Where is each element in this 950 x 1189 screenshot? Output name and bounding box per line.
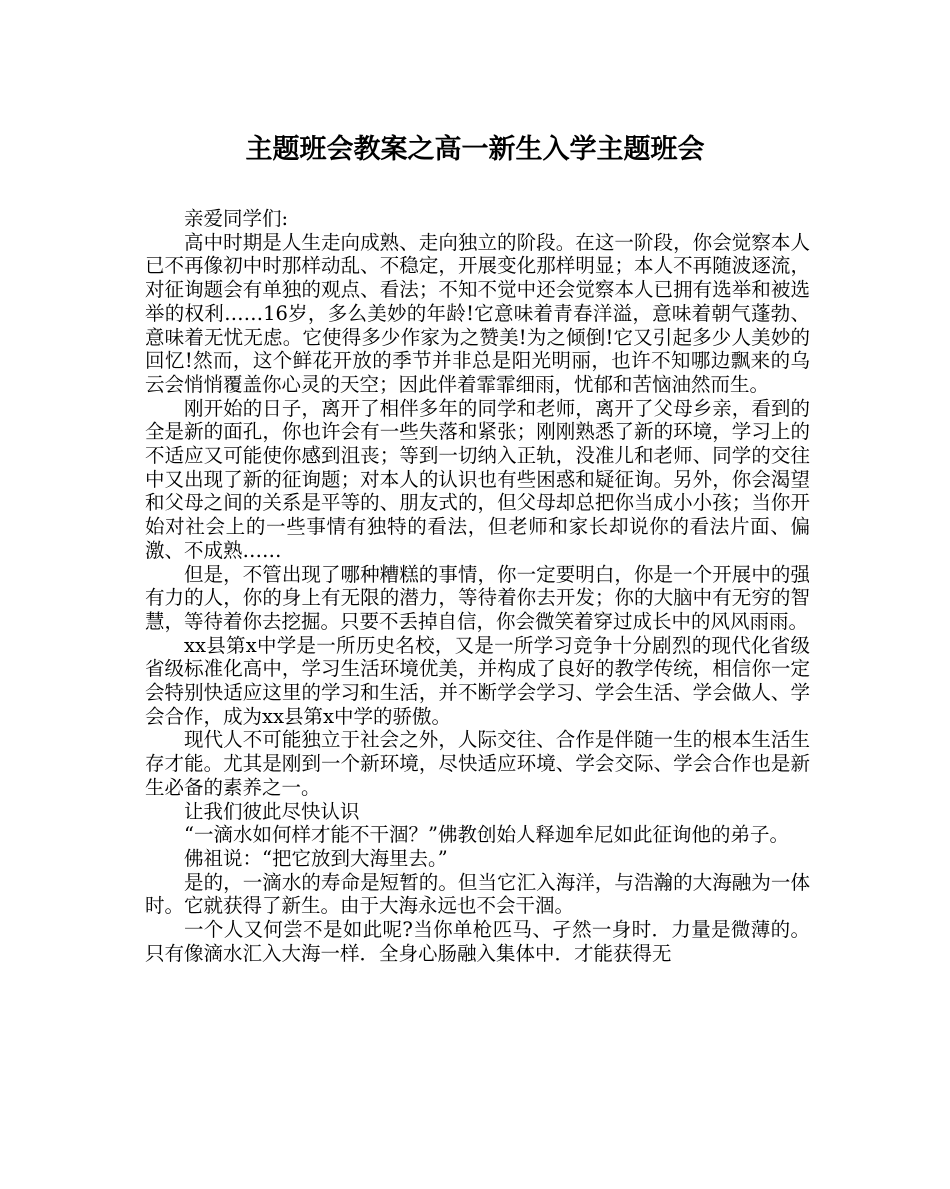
- paragraph: 一个人又何尝不是如此呢?当你单枪匹马、孑然一身时．力量是微薄的。只有像滴水汇入大海一样．全身心肠融入集体中．才能获得无: [145, 918, 810, 965]
- paragraph: 佛祖说：“把它放到大海里去。”: [184, 846, 448, 870]
- paragraph: 高中时期是人生走向成熟、走向独立的阶段。在这一阶段，你会觉察本人已不再像初中时那样动乱、不稳定，开展变化那样明显；本人不再随波逐流，对征询题会有单独的观点、看法；不知不觉中还会觉察本人已拥有选举和被选举的权利……16岁，多么美妙的年龄!它意味着青春洋溢，意味着朝气蓬勃、意味着无忧无虑。它使得多少作家为之赞美!为之倾倒!它又引起多少人美妙的回忆!然而，这个鲜花开放的季节并非总是阳光明丽，也许不知哪边飘来的乌云会悄悄覆盖你心灵的天空；因此伴着霏霏细雨，忧郁和苦恼油然而生。: [145, 230, 810, 396]
- paragraph: 让我们彼此尽快认识: [184, 799, 360, 823]
- paragraph: 但是，不管出现了哪种糟糕的事情，你一定要明白，你是一个开展中的强有力的人，你的身上有无限的潜力，等待着你去开发；你的大脑中有无穷的智慧，等待着你去挖掘。只要不丢掉自信，你会微笑着穿过成长中的风风雨雨。: [145, 562, 810, 633]
- paragraph: 刚开始的日子，离开了相伴多年的同学和老师，离开了父母乡亲，看到的全是新的面孔，你也许会有一些失落和紧张；刚刚熟悉了新的环境，学习上的不适应又可能使你感到沮丧；等到一切纳入正轨，没准儿和老师、同学的交往中又出现了新的征询题；对本人的认识也有些困惑和疑征询。另外，你会渴望和父母之间的关系是平等的、朋友式的，但父母却总把你当成小小孩；当你开始对社会上的一些事情有独特的看法，但老师和家长却说你的看法片面、偏激、不成熟……: [145, 396, 810, 562]
- paragraph: “一滴水如何样才能不干涸？”佛教创始人释迦牟尼如此征询他的弟子。: [184, 823, 789, 847]
- paragraph: 是的，一滴水的寿命是短暂的。但当它汇入海洋，与浩瀚的大海融为一体时。它就获得了新生。由于大海永远也不会干涸。: [145, 870, 810, 918]
- document-title: 主题班会教案之高一新生入学主题班会: [245, 134, 705, 165]
- paragraph-greeting: 亲爱同学们:: [184, 207, 289, 230]
- paragraph: 现代人不可能独立于社会之外，人际交往、合作是伴随一生的根本生活生存才能。尤其是刚到一个新环境，尽快适应环境、学会交际、学会合作也是新生必备的素养之一。: [145, 728, 810, 799]
- document-body: [145, 207, 810, 966]
- paragraph: xx县第x中学是一所历史名校，又是一所学习竞争十分剧烈的现代化省级省级标准化高中，学习生活环境优美，并构成了良好的教学传统，相信你一定会特别快适应这里的学习和生活，并不断学会学习、学会生活、学会做人、学会合作，成为xx县第x中学的骄傲。: [145, 633, 810, 728]
